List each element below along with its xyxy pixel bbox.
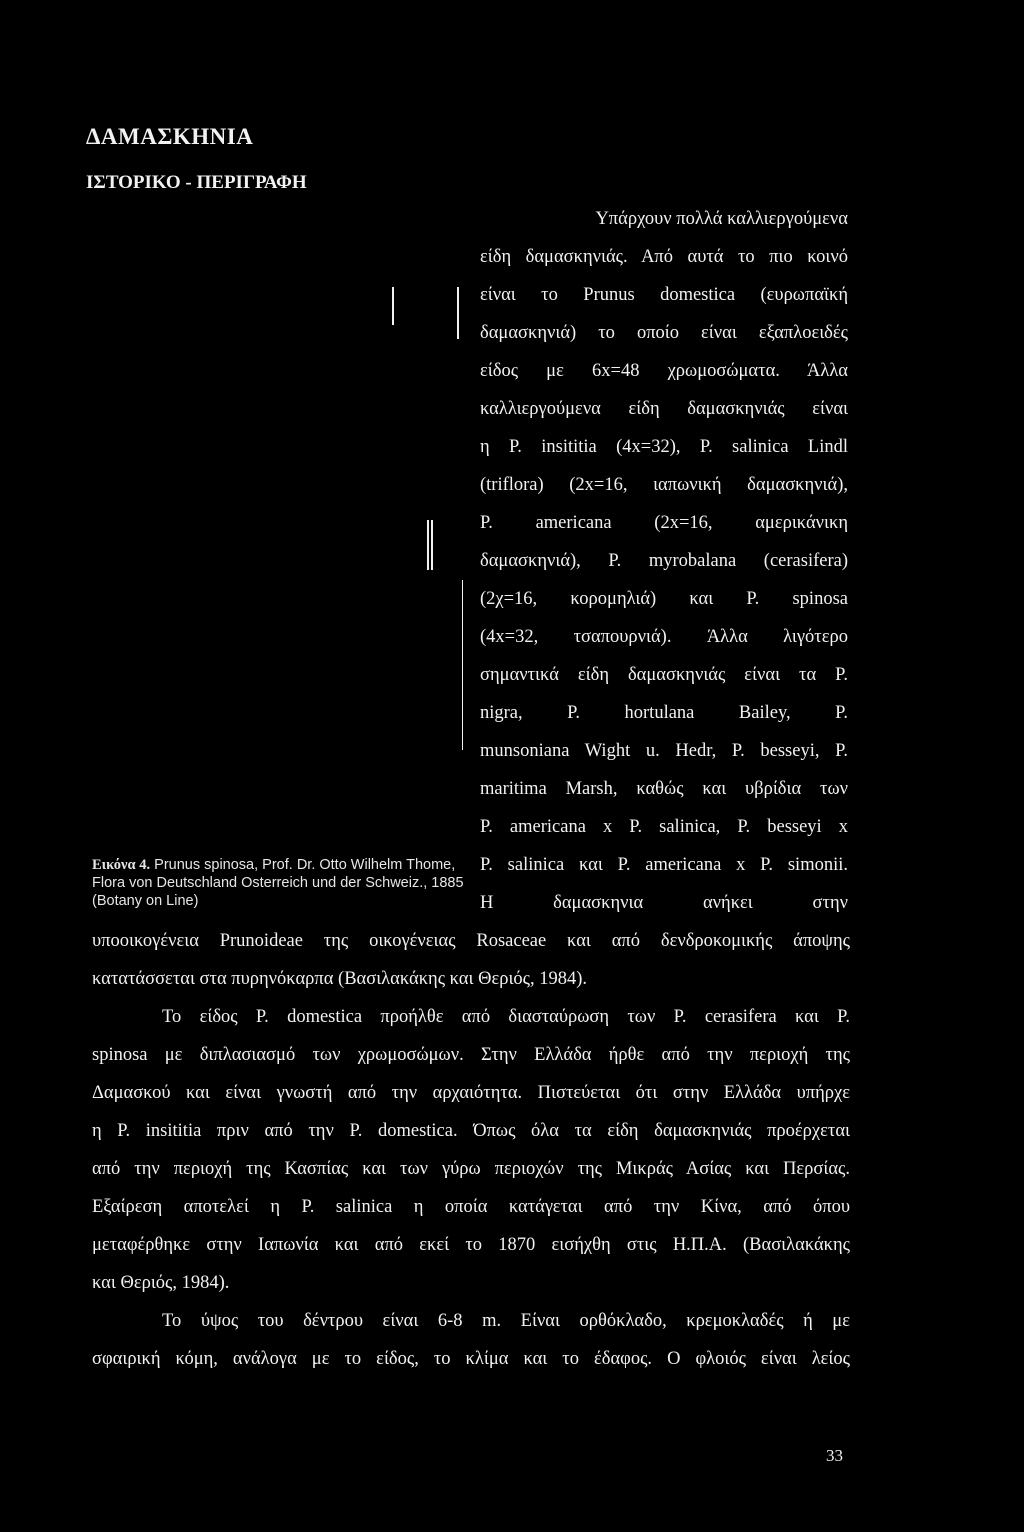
section-subtitle: ΙΣΤΟΡΙΚΟ - ΠΕΡΙΓΡΑΦΗ <box>86 172 307 193</box>
text-line: υποοικογένεια Prunoideae της οικογένειας Rosaceae και από δενδροκομικής άποψης <box>92 931 850 951</box>
text-line: δαμασκηνιά), P. myrobalana (cerasifera) <box>480 551 848 571</box>
text-line: Το είδος P. domestica προήλθε από διασταύρωση των P. cerasifera και P. <box>162 1007 850 1027</box>
text-line: Δαμασκού και είναι γνωστή από την αρχαιότητα. Πιστεύεται ότι στην Ελλάδα υπήρχε <box>92 1083 850 1103</box>
figure-caption-text: Prunus spinosa, Prof. Dr. Otto Wilhelm Thome, Flora von Deutschland Osterreich und der Schweiz., 1885 (Botany on Line) <box>92 857 464 909</box>
figure-caption <box>92 856 472 910</box>
text-line: και Θεριός, 1984). <box>92 1273 230 1293</box>
text-line: η P. insititia πριν από την P. domestica. Όπως όλα τα είδη δαμασκηνιάς προέρχεται <box>92 1121 850 1141</box>
text-line: Το ύψος του δέντρου είναι 6-8 m. Είναι ορθόκλαδο, κρεμοκλαδές ή με <box>162 1311 850 1331</box>
text-line: σφαιρική κόμη, ανάλογα με το είδος, το κλίμα και το έδαφος. Ο φλοιός είναι λείος <box>92 1349 850 1369</box>
scan-artifact-bar <box>462 580 463 750</box>
text-line: η P. insititia (4x=32), P. salinica Lindl <box>480 437 848 457</box>
text-line: (4x=32, τσαπουρνιά). Άλλα λιγότερο <box>480 627 848 647</box>
text-line: μεταφέρθηκε στην Ιαπωνία και από εκεί το 1870 εισήχθη στις Η.Π.Α. (Βασιλακάκης <box>92 1235 850 1255</box>
scan-artifact-bar <box>431 520 433 570</box>
scan-artifact-bar <box>427 520 429 570</box>
text-line: Εξαίρεση αποτελεί η P. salinica η οποία κατάγεται από την Κίνα, από όπου <box>92 1197 850 1217</box>
text-line: καλλιεργούμενα είδη δαμασκηνιάς είναι <box>480 399 848 419</box>
figure-caption-label: Εικόνα 4. <box>92 857 151 873</box>
text-line: (triflora) (2x=16, ιαπωνική δαμασκηνιά), <box>480 475 848 495</box>
text-line: δαμασκηνιά) το οποίο είναι εξαπλοειδές <box>480 323 848 343</box>
scan-artifact-bar <box>457 287 459 339</box>
text-line: maritima Marsh, καθώς και υβρίδια των <box>480 779 848 799</box>
text-line: P. americana (2x=16, αμερικάνικη <box>480 513 848 533</box>
text-line: από την περιοχή της Κασπίας και των γύρω περιοχών της Μικράς Ασίας και Περσίας. <box>92 1159 850 1179</box>
text-line: spinosa με διπλασιασμό των χρωμοσώμων. Στην Ελλάδα ήρθε από την περιοχή της <box>92 1045 850 1065</box>
text-line: munsoniana Wight u. Hedr, P. besseyi, P. <box>480 741 848 761</box>
text-line: είδος με 6x=48 χρωμοσώματα. Άλλα <box>480 361 848 381</box>
page-number: 33 <box>826 1446 843 1465</box>
text-line: (2χ=16, κορομηλιά) και P. spinosa <box>480 589 848 609</box>
text-line: Υπάρχουν πολλά καλλιεργούμενα <box>595 209 848 229</box>
text-line: Η δαμασκηνια ανήκει στην <box>480 893 848 913</box>
section-title: ΔΑΜΑΣΚΗΝΙΑ <box>86 124 254 149</box>
text-line: P. americana x P. salinica, P. besseyi x <box>480 817 848 837</box>
scan-artifact-bar <box>392 287 394 325</box>
text-line: P. salinica και P. americana x P. simonii. <box>480 855 848 875</box>
text-line: nigra, P. hortulana Bailey, P. <box>480 703 848 723</box>
text-line: είναι το Prunus domestica (ευρωπαϊκή <box>480 285 848 305</box>
text-line: σημαντικά είδη δαμασκηνιάς είναι τα P. <box>480 665 848 685</box>
text-line: κατατάσσεται στα πυρηνόκαρπα (Βασιλακάκης και Θεριός, 1984). <box>92 969 588 989</box>
text-line: είδη δαμασκηνιάς. Από αυτά το πιο κοινό <box>480 247 848 267</box>
